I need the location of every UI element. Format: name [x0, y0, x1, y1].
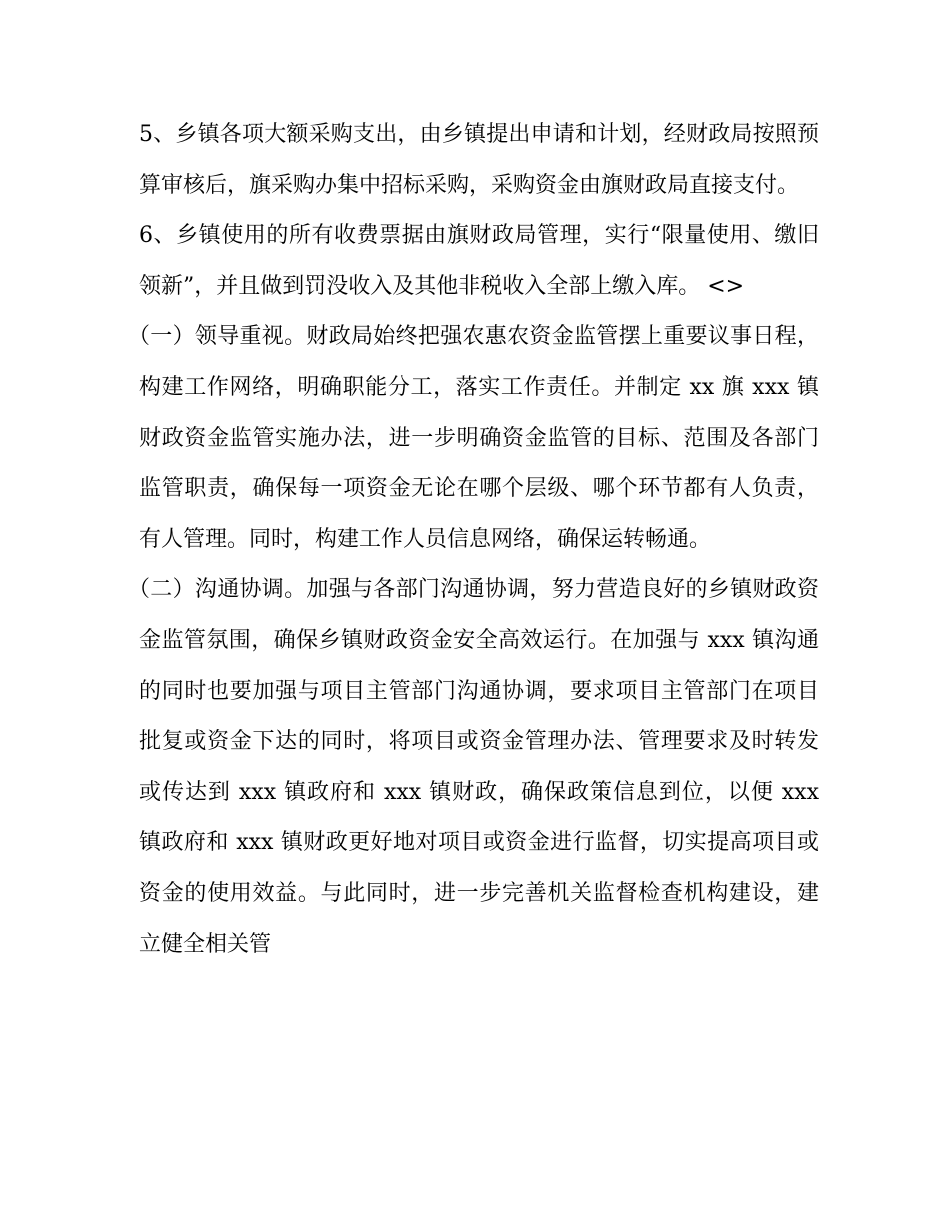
- paragraph-procurement: 5、乡镇各项大额采购支出，由乡镇提出申请和计划，经财政局按照预算审核后，旗采购办集中招标采购，采购资金由旗财政局直接支付。: [139, 122, 819, 198]
- paragraph-receipts: 6、乡镇使用的所有收费票据由旗财政局管理，实行“限量使用、缴旧领新”，并且做到罚没收入及其他非税收入全部上缴入库。 <>: [139, 223, 819, 299]
- document-page: [128, 110, 819, 970]
- paragraph-leadership: （一）领导重视。财政局始终把强农惠农资金监管摆上重要议事日程，构建工作网络，明确职能分工，落实工作责任。并制定 xx 旗 xxx 镇财政资金监管实施办法，进一步明确资金监管的目标、范围及各部门监管职责，确保每一项资金无论在哪个层级、哪个环节都有人负责，有人管理。同时，构建工作人员信息网络，确保运转畅通。: [128, 324, 819, 552]
- paragraph-coordination: （二）沟通协调。加强与各部门沟通协调，努力营造良好的乡镇财政资金监管氛围，确保乡镇财政资金安全高效运行。在加强与 xxx 镇沟通的同时也要加强与项目主管部门沟通协调，要求项目主管部门在项目批复或资金下达的同时，将项目或资金管理办法、管理要求及时转发或传达到 xxx 镇政府和 xxx 镇财政，确保政策信息到位，以便 xxx 镇政府和 xxx 镇财政更好地对项目或资金进行监督，切实提高项目或资金的使用效益。与此同时，进一步完善机关监督检查机构建设，建立健全相关管: [128, 577, 819, 957]
